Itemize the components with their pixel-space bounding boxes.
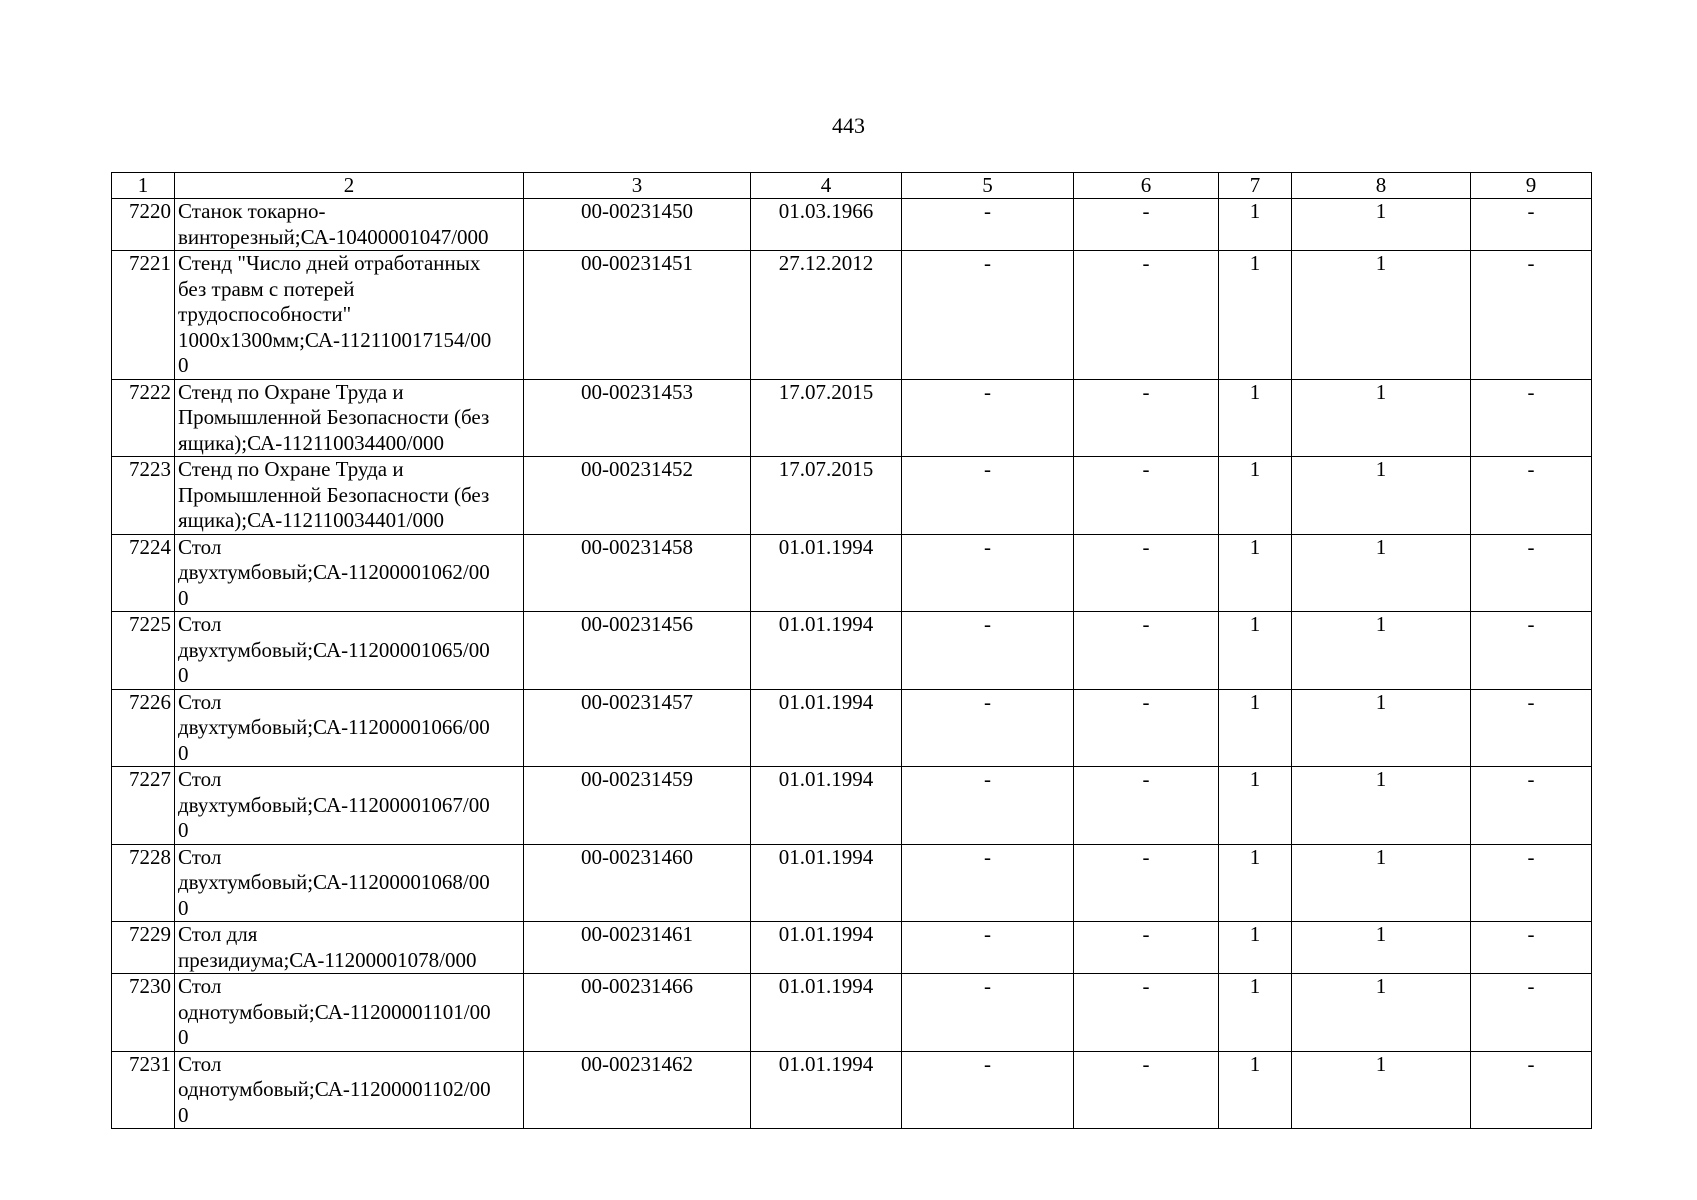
date-cell: 01.01.1994 (751, 612, 902, 690)
column-6-cell: - (1074, 1051, 1219, 1129)
column-header-3: 3 (524, 173, 751, 199)
inventory-code-cell: 00-00231458 (524, 534, 751, 612)
column-5-cell: - (902, 612, 1074, 690)
date-cell: 01.03.1966 (751, 199, 902, 251)
date-cell: 17.07.2015 (751, 379, 902, 457)
table-row (112, 199, 1592, 251)
table-row (112, 612, 1592, 690)
row-number-cell: 7228 (112, 844, 175, 922)
date-cell: 01.01.1994 (751, 922, 902, 974)
inventory-code-cell: 00-00231451 (524, 251, 751, 380)
column-9-cell: - (1471, 612, 1592, 690)
date-cell: 01.01.1994 (751, 844, 902, 922)
column-7-cell: 1 (1219, 1051, 1292, 1129)
asset-name-line: без травм с потерей (178, 276, 355, 301)
column-7-cell: 1 (1219, 689, 1292, 767)
asset-name-line: Стол (178, 689, 222, 714)
asset-name-line: Стенд по Охране Труда и (178, 379, 404, 404)
column-6-cell: - (1074, 251, 1219, 380)
asset-name-line: Стол (178, 767, 222, 791)
column-9-cell: - (1471, 1051, 1592, 1129)
page-number: 443 (832, 113, 865, 138)
inventory-code-cell: 00-00231466 (524, 974, 751, 1052)
date-cell: 01.01.1994 (751, 534, 902, 612)
asset-name-cell (175, 251, 524, 380)
asset-name-cell (175, 689, 524, 767)
asset-name-line: 0 (178, 585, 189, 610)
row-number-cell: 7229 (112, 922, 175, 974)
column-5-cell: - (902, 251, 1074, 380)
header-row (112, 173, 1592, 199)
inventory-code-cell: 00-00231459 (524, 767, 751, 845)
column-9-cell: - (1471, 974, 1592, 1052)
column-7-cell: 1 (1219, 844, 1292, 922)
asset-name-line: 0 (178, 663, 189, 687)
asset-name-cell (175, 379, 524, 457)
column-5-cell: - (902, 199, 1074, 251)
column-7-cell: 1 (1219, 534, 1292, 612)
table-row (112, 974, 1592, 1052)
date-cell: 01.01.1994 (751, 767, 902, 845)
column-header-2: 2 (175, 173, 524, 199)
column-5-cell: - (902, 922, 1074, 974)
asset-name-line: 0 (178, 818, 189, 842)
column-6-cell: - (1074, 689, 1219, 767)
column-8-cell: 1 (1292, 844, 1471, 922)
column-7-cell: 1 (1219, 612, 1292, 690)
asset-name-cell (175, 1051, 524, 1129)
table-row (112, 534, 1592, 612)
inventory-code-cell: 00-00231450 (524, 199, 751, 251)
inventory-code-cell: 00-00231456 (524, 612, 751, 690)
asset-name-line: 1000х1300мм;СА-112110017154/00 (178, 327, 492, 352)
asset-name-line: трудоспособности" (178, 302, 352, 326)
inventory-code-cell: 00-00231453 (524, 379, 751, 457)
asset-name-line: Станок токарно- (178, 199, 326, 223)
asset-name-line: двухтумбовый;СА-11200001067/00 (178, 792, 490, 817)
asset-register-table (111, 172, 1592, 1129)
asset-name-cell (175, 199, 524, 251)
asset-name-line: Стол для (178, 922, 258, 946)
column-5-cell: - (902, 689, 1074, 767)
column-6-cell: - (1074, 844, 1219, 922)
asset-name-cell (175, 767, 524, 845)
column-6-cell: - (1074, 534, 1219, 612)
column-7-cell: 1 (1219, 457, 1292, 535)
asset-name-line: винторезный;СА-10400001047/000 (178, 224, 489, 249)
column-8-cell: 1 (1292, 612, 1471, 690)
column-7-cell: 1 (1219, 251, 1292, 380)
asset-name-line: 0 (178, 1025, 189, 1049)
row-number-cell: 7224 (112, 534, 175, 612)
column-header-9: 9 (1471, 173, 1592, 199)
column-5-cell: - (902, 974, 1074, 1052)
column-header-5: 5 (902, 173, 1074, 199)
asset-name-line: ящика);СА-112110034401/000 (178, 508, 444, 532)
asset-name-line: 0 (178, 895, 189, 920)
asset-name-line: 0 (178, 353, 189, 377)
column-6-cell: - (1074, 457, 1219, 535)
column-7-cell: 1 (1219, 379, 1292, 457)
asset-name-cell (175, 922, 524, 974)
asset-name-line: двухтумбовый;СА-11200001066/00 (178, 715, 490, 739)
asset-name-line: Стол (178, 534, 222, 559)
column-9-cell: - (1471, 199, 1592, 251)
column-9-cell: - (1471, 844, 1592, 922)
date-cell: 17.07.2015 (751, 457, 902, 535)
table-row (112, 689, 1592, 767)
row-number-cell: 7227 (112, 767, 175, 845)
table-row (112, 1051, 1592, 1129)
asset-name-cell (175, 974, 524, 1052)
inventory-code-cell: 00-00231460 (524, 844, 751, 922)
column-8-cell: 1 (1292, 457, 1471, 535)
column-6-cell: - (1074, 767, 1219, 845)
column-6-cell: - (1074, 974, 1219, 1052)
column-5-cell: - (902, 534, 1074, 612)
column-9-cell: - (1471, 767, 1592, 845)
column-9-cell: - (1471, 922, 1592, 974)
table-row (112, 251, 1592, 380)
column-5-cell: - (902, 767, 1074, 845)
asset-name-line: президиума;СА-11200001078/000 (178, 947, 477, 972)
row-number-cell: 7225 (112, 612, 175, 690)
inventory-code-cell: 00-00231462 (524, 1051, 751, 1129)
column-9-cell: - (1471, 457, 1592, 535)
table-row (112, 379, 1592, 457)
column-5-cell: - (902, 1051, 1074, 1129)
asset-name-line: 0 (178, 740, 189, 765)
column-8-cell: 1 (1292, 251, 1471, 380)
asset-name-line: однотумбовый;СА-11200001101/00 (178, 999, 491, 1024)
table-row (112, 922, 1592, 974)
asset-name-cell (175, 457, 524, 535)
column-7-cell: 1 (1219, 199, 1292, 251)
date-cell: 01.01.1994 (751, 1051, 902, 1129)
asset-name-line: двухтумбовый;СА-11200001068/00 (178, 870, 490, 894)
asset-name-line: двухтумбовый;СА-11200001065/00 (178, 637, 490, 662)
column-7-cell: 1 (1219, 767, 1292, 845)
column-6-cell: - (1074, 199, 1219, 251)
column-6-cell: - (1074, 612, 1219, 690)
asset-name-line: ящика);СА-112110034400/000 (178, 430, 444, 455)
column-5-cell: - (902, 379, 1074, 457)
asset-name-cell (175, 844, 524, 922)
asset-name-line: Стол (178, 612, 222, 636)
column-8-cell: 1 (1292, 379, 1471, 457)
column-5-cell: - (902, 457, 1074, 535)
column-8-cell: 1 (1292, 1051, 1471, 1129)
column-8-cell: 1 (1292, 767, 1471, 845)
column-6-cell: - (1074, 922, 1219, 974)
column-header-4: 4 (751, 173, 902, 199)
asset-name-line: Промышленной Безопасности (без (178, 482, 490, 507)
column-header-6: 6 (1074, 173, 1219, 199)
row-number-cell: 7220 (112, 199, 175, 251)
asset-name-line: Стол (178, 844, 222, 869)
asset-name-line: однотумбовый;СА-11200001102/00 (178, 1077, 491, 1101)
asset-name-cell (175, 534, 524, 612)
date-cell: 27.12.2012 (751, 251, 902, 380)
asset-name-line: Стенд по Охране Труда и (178, 457, 404, 481)
column-5-cell: - (902, 844, 1074, 922)
inventory-code-cell: 00-00231461 (524, 922, 751, 974)
column-9-cell: - (1471, 251, 1592, 380)
date-cell: 01.01.1994 (751, 974, 902, 1052)
column-8-cell: 1 (1292, 689, 1471, 767)
column-8-cell: 1 (1292, 922, 1471, 974)
column-9-cell: - (1471, 689, 1592, 767)
column-header-8: 8 (1292, 173, 1471, 199)
row-number-cell: 7221 (112, 251, 175, 380)
column-9-cell: - (1471, 379, 1592, 457)
column-9-cell: - (1471, 534, 1592, 612)
date-cell: 01.01.1994 (751, 689, 902, 767)
asset-name-line: двухтумбовый;СА-11200001062/00 (178, 560, 490, 584)
column-8-cell: 1 (1292, 974, 1471, 1052)
row-number-cell: 7226 (112, 689, 175, 767)
column-7-cell: 1 (1219, 922, 1292, 974)
table-row (112, 767, 1592, 845)
column-header-7: 7 (1219, 173, 1292, 199)
column-6-cell: - (1074, 379, 1219, 457)
inventory-code-cell: 00-00231452 (524, 457, 751, 535)
table-row (112, 844, 1592, 922)
asset-name-line: 0 (178, 1102, 189, 1127)
row-number-cell: 7223 (112, 457, 175, 535)
table-row (112, 457, 1592, 535)
row-number-cell: 7230 (112, 974, 175, 1052)
asset-name-cell (175, 612, 524, 690)
row-number-cell: 7222 (112, 379, 175, 457)
asset-name-line: Стол (178, 974, 222, 998)
column-8-cell: 1 (1292, 534, 1471, 612)
row-number-cell: 7231 (112, 1051, 175, 1129)
asset-name-line: Стенд "Число дней отработанных (178, 251, 481, 275)
column-7-cell: 1 (1219, 974, 1292, 1052)
column-8-cell: 1 (1292, 199, 1471, 251)
asset-name-line: Стол (178, 1051, 222, 1076)
column-header-1: 1 (112, 173, 175, 199)
inventory-code-cell: 00-00231457 (524, 689, 751, 767)
asset-name-line: Промышленной Безопасности (без (178, 405, 490, 429)
